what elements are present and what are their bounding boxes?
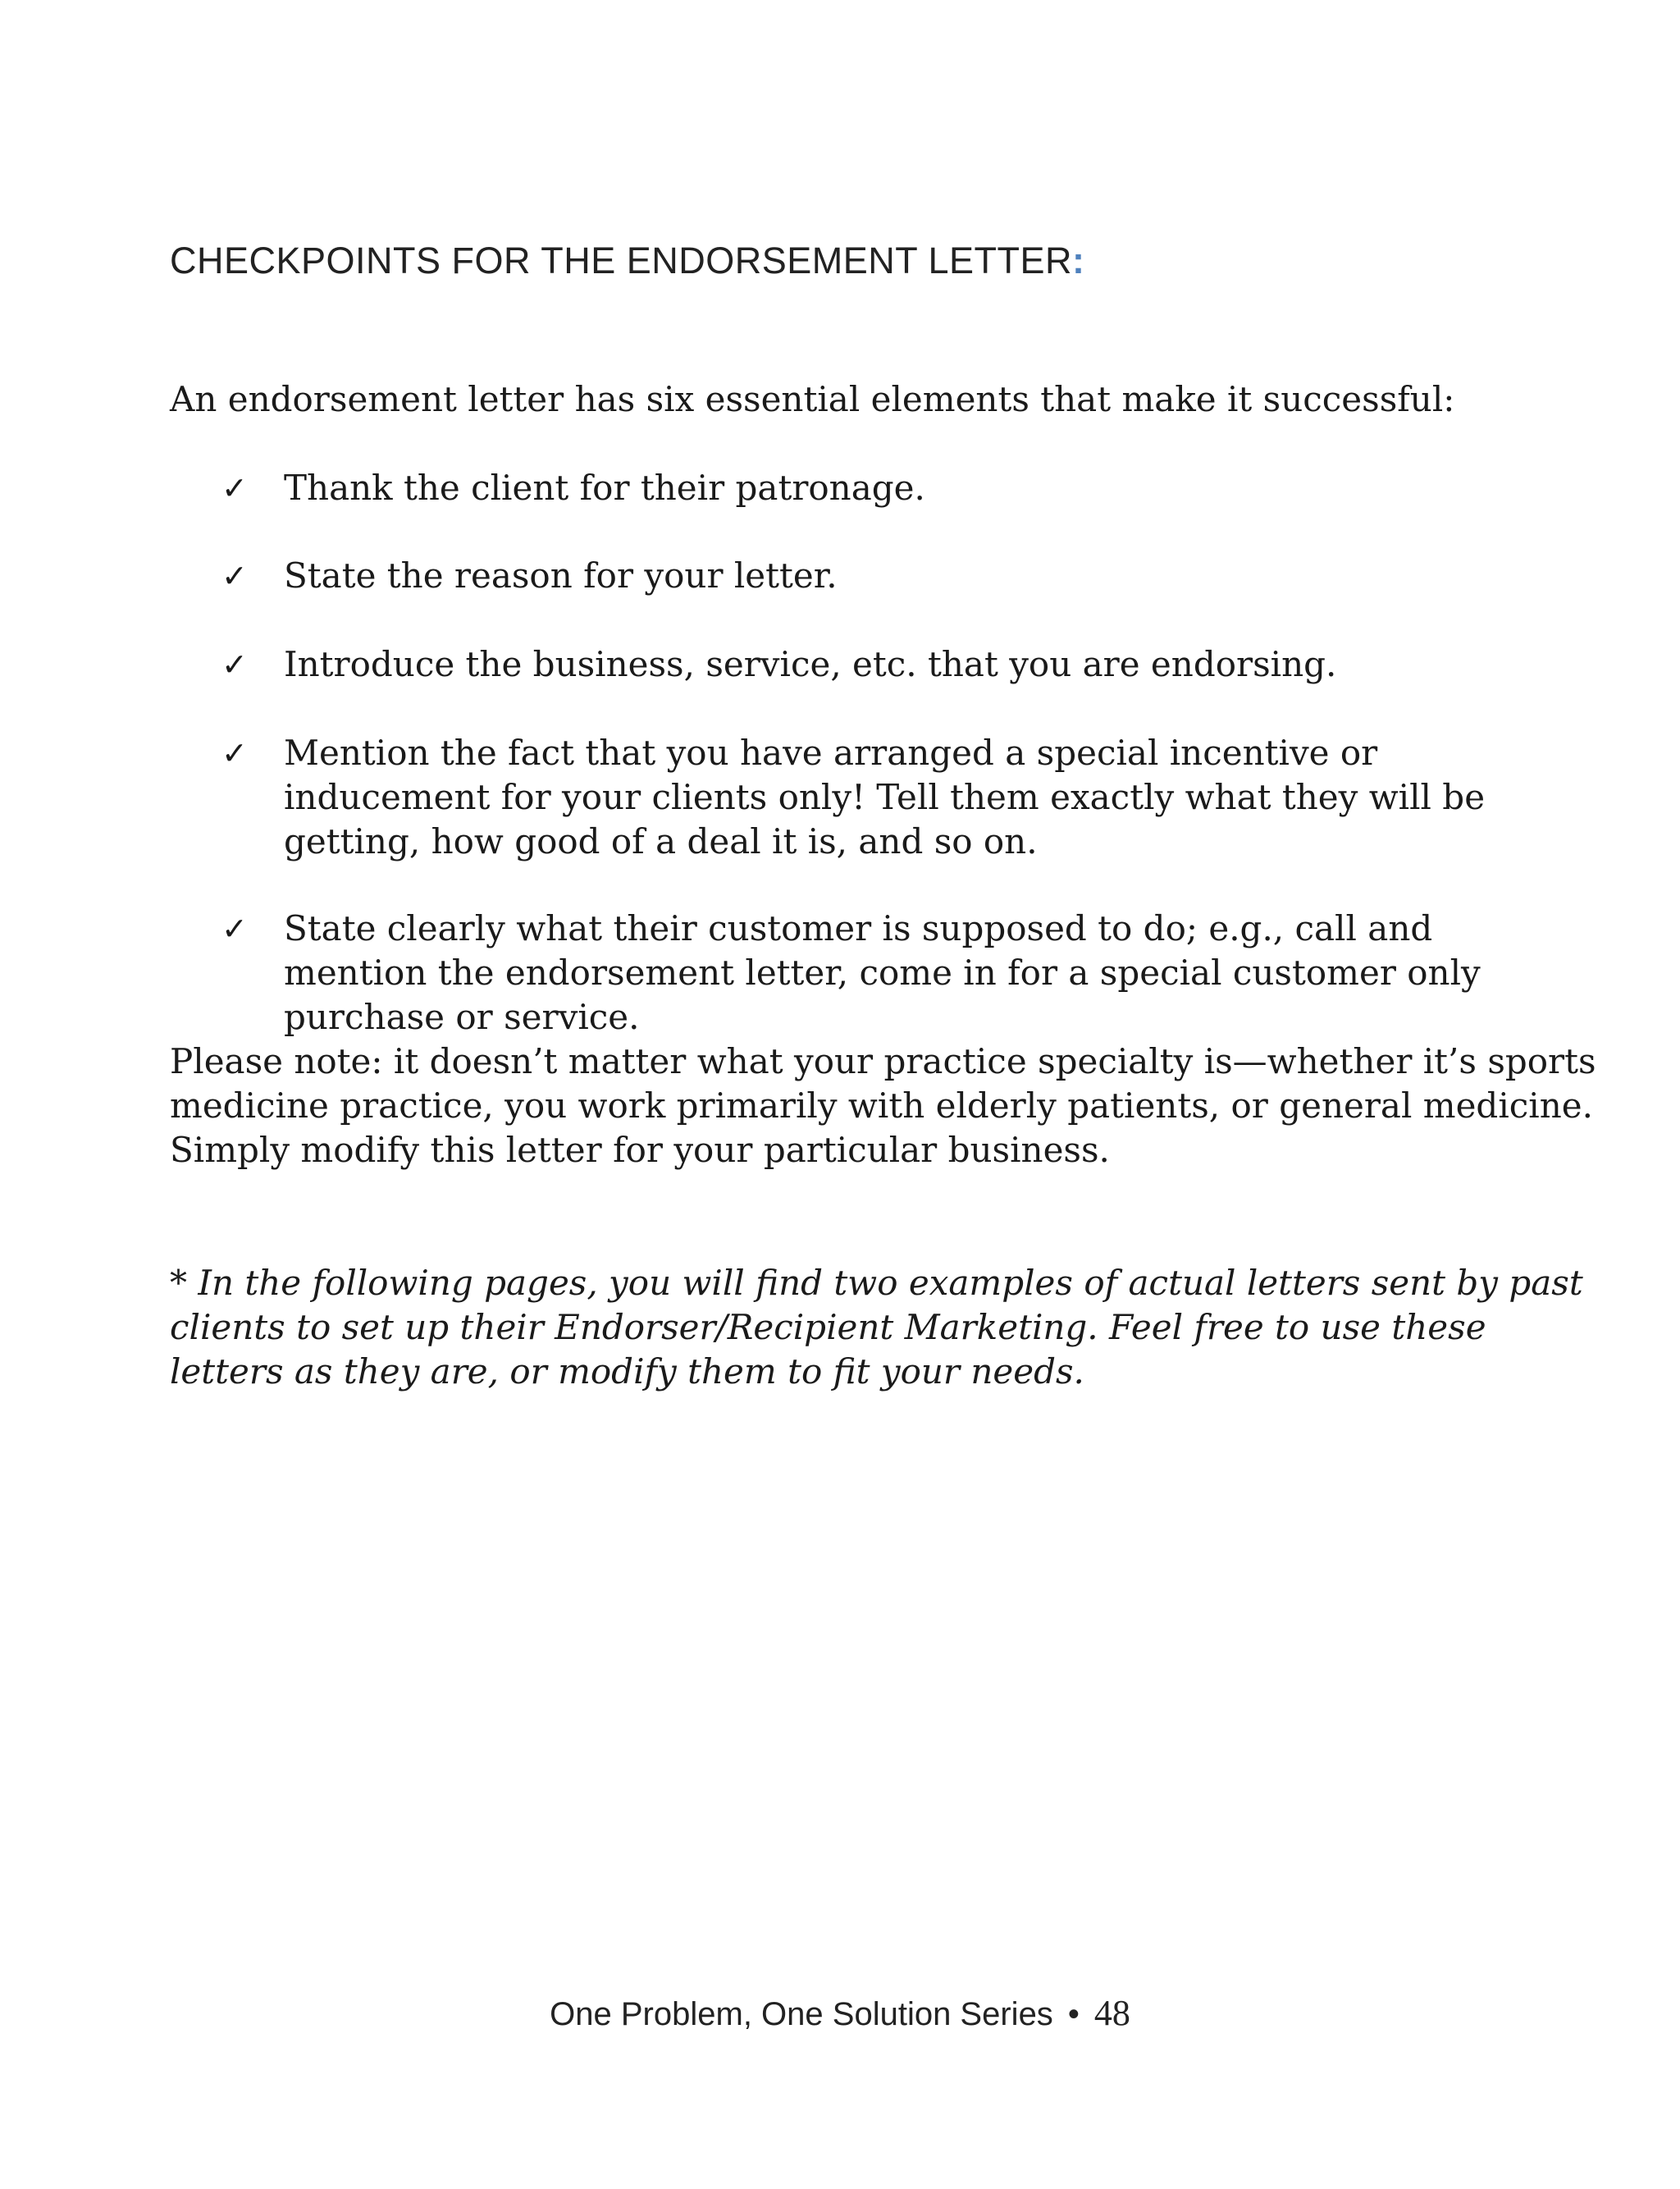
check-icon: ✓ bbox=[221, 735, 248, 771]
checklist-item bbox=[221, 907, 1583, 1040]
page-footer bbox=[0, 1992, 1680, 2034]
check-icon: ✓ bbox=[221, 911, 248, 947]
footnote-paragraph bbox=[170, 1261, 1597, 1394]
footnote-text: In the following pages, you will find two examples of actual letters sent by past clients to set up their Endorser/Recipient Marketing. Feel free to use these letters as they are, or modify them to fit your needs. bbox=[170, 1263, 1583, 1392]
checklist-item bbox=[221, 642, 1583, 687]
heading-text: CHECKPOINTS FOR THE ENDORSEMENT LETTER bbox=[170, 240, 1072, 281]
check-icon: ✓ bbox=[221, 470, 248, 506]
intro-paragraph: An endorsement letter has six essential elements that make it successful: bbox=[170, 379, 1455, 419]
check-icon: ✓ bbox=[221, 647, 248, 683]
checklist-item bbox=[221, 554, 1583, 598]
footer-series-title: One Problem, One Solution Series bbox=[550, 1996, 1053, 2032]
footer-separator: • bbox=[1067, 1996, 1080, 2032]
page-number: 48 bbox=[1093, 1993, 1130, 2033]
check-icon: ✓ bbox=[221, 558, 248, 594]
heading-colon: : bbox=[1071, 240, 1085, 281]
checklist-item-text: Mention the fact that you have arranged a special incentive or inducement for your clients only! Tell them exactly what they will be getting, how good of a deal it is, and so on. bbox=[284, 733, 1486, 861]
page-heading bbox=[170, 240, 1084, 282]
note-paragraph: Please note: it doesn’t matter what your practice specialty is—whether it’s sports medicine practice, you work primarily with elderly patients, or general medicine. Simply modify this letter for your particular business. bbox=[170, 1041, 1596, 1170]
checklist-item-text: State clearly what their customer is supposed to do; e.g., call and mention the endorsement letter, come in for a special customer only purchase or service. bbox=[284, 908, 1481, 1037]
footnote-marker: * bbox=[170, 1263, 199, 1303]
checklist-item-text: Thank the client for their patronage. bbox=[284, 468, 925, 508]
checklist-item bbox=[221, 466, 1583, 510]
checklist-item bbox=[221, 731, 1583, 864]
checklist-item-text: State the reason for your letter. bbox=[284, 555, 838, 596]
checklist-item-text: Introduce the business, service, etc. that you are endorsing. bbox=[284, 644, 1337, 684]
